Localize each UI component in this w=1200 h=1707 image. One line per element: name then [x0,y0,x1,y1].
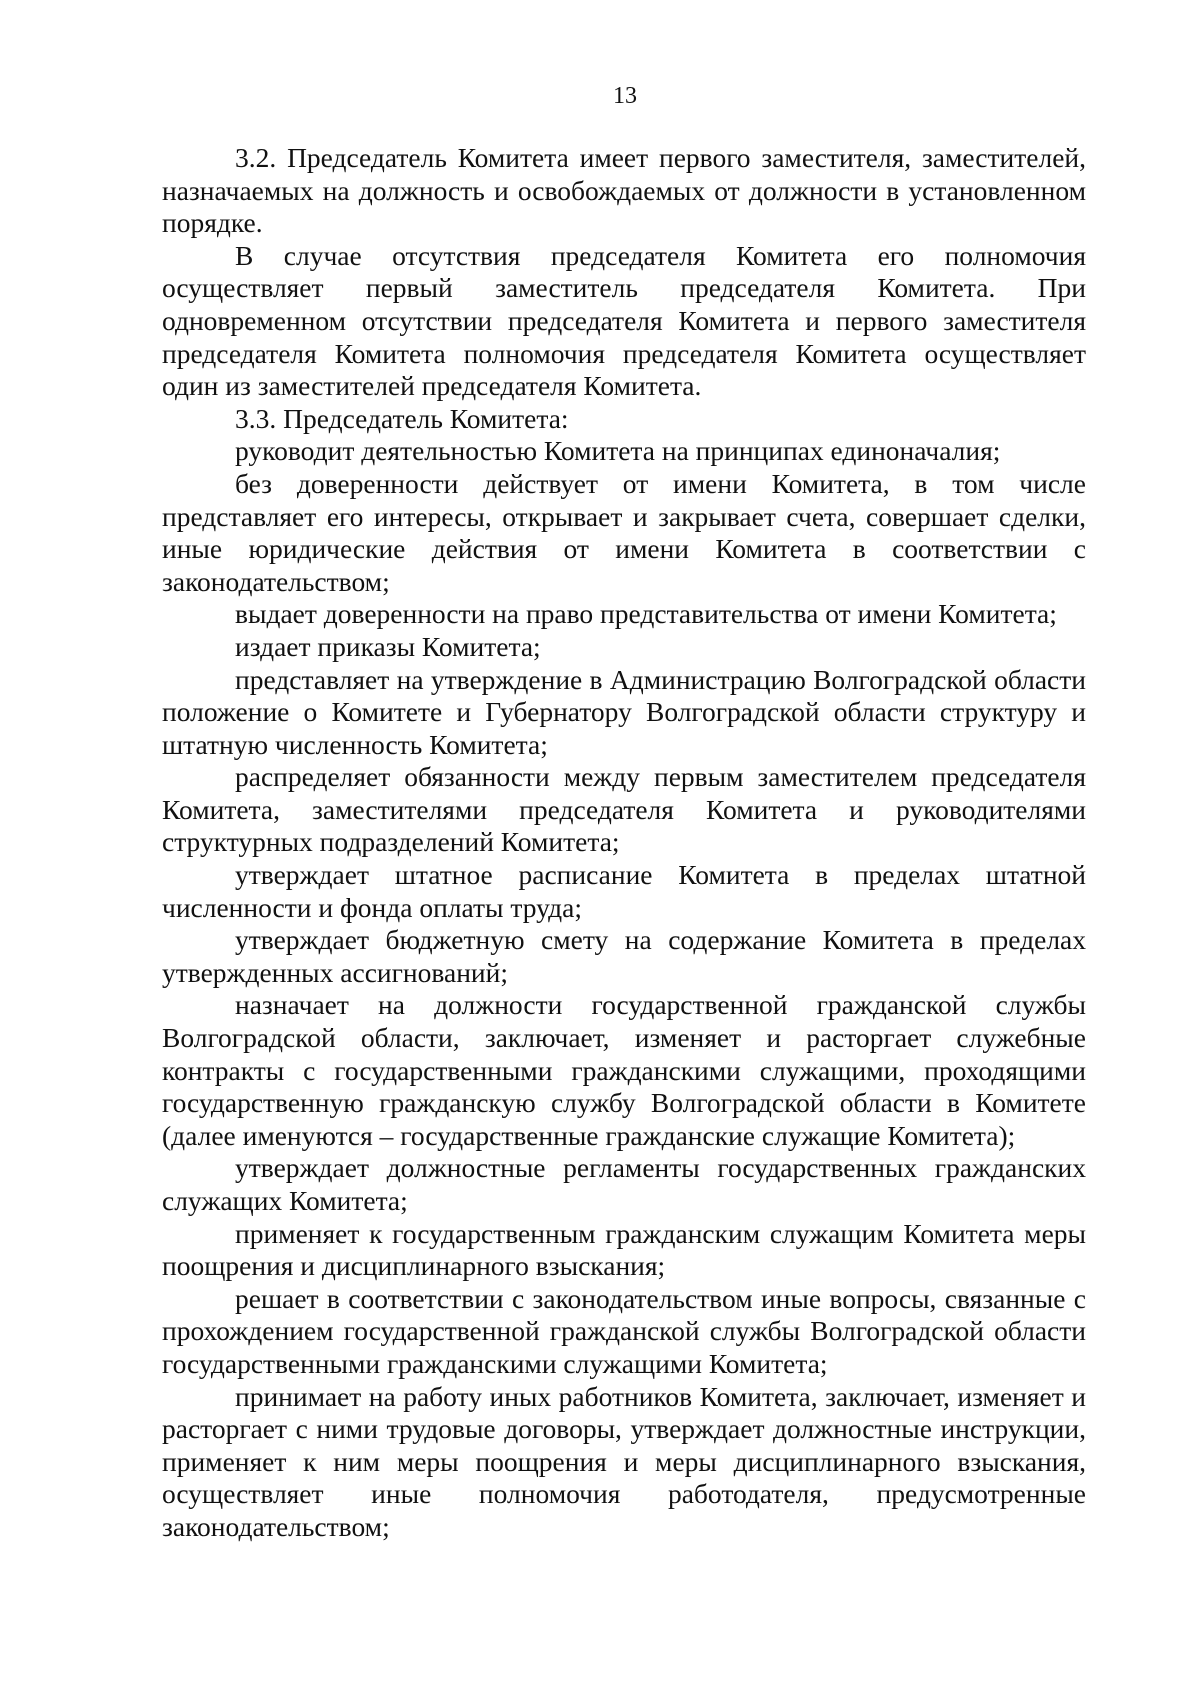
list-item: издает приказы Комитета; [235,630,541,662]
paragraph-3-3-heading: 3.3. Председатель Комитета: [235,402,569,434]
page-number: 13 [613,83,637,109]
list-item: без доверенности действует от имени Комитета, в том числе представляет его интересы, открывает и закрывает счета, совершает сделки, иные юридические действия от имени Комитета в соответствии с законодательством; [162,467,1086,597]
paragraph-absence: В случае отсутствия председателя Комитета его полномочия осуществляет первый заместитель председателя Комитета. При одновременном отсутствии председателя Комитета и первого заместителя председателя Комитета полномочия председателя Комитета осуществляет один из заместителей председателя Комитета. [162,239,1086,402]
list-item: решает в соответствии с законодательством иные вопросы, связанные с прохождением государственной гражданской службы Волгоградской области государственными гражданскими служащими Комитета; [162,1282,1086,1379]
document-body [162,142,1086,1544]
list-item: руководит деятельностью Комитета на принципах единоначалия; [235,435,1001,467]
list-item: представляет на утверждение в Администрацию Волгоградской области положение о Комитете и Губернатору Волгоградской области структуру и штатную численность Комитета; [162,663,1086,760]
list-item: выдает доверенности на право представительства от имени Комитета; [235,598,1057,630]
paragraph-3-2: 3.2. Председатель Комитета имеет первого заместителя, заместителей, назначаемых на должность и освобождаемых от должности в установленном порядке. [162,142,1086,239]
list-item: утверждает штатное расписание Комитета в пределах штатной численности и фонда оплаты труда; [162,859,1086,923]
list-item: утверждает должностные регламенты государственных гражданских служащих Комитета; [162,1152,1086,1216]
list-item: применяет к государственным гражданским служащим Комитета меры поощрения и дисциплинарного взыскания; [162,1217,1086,1282]
list-item: назначает на должности государственной гражданской службы Волгоградской области, заключает, изменяет и расторгает служебные контракты с государственными гражданскими служащими, проходящими государственную гражданскую службу Волгоградской области в Комитете (далее именуются – государственные гражданские служащие Комитета); [162,989,1086,1151]
list-item: распределяет обязанности между первым заместителем председателя Комитета, заместителями председателя Комитета и руководителями структурных подразделений Комитета; [162,761,1086,858]
list-item: утверждает бюджетную смету на содержание Комитета в пределах утвержденных ассигнований; [162,924,1086,988]
list-item: принимает на работу иных работников Комитета, заключает, изменяет и расторгает с ними трудовые договоры, утверждает должностные инструкции, применяет к ним меры поощрения и меры дисциплинарного взыскания, осуществляет иные полномочия работодателя, предусмотренные законодательством; [162,1380,1086,1542]
